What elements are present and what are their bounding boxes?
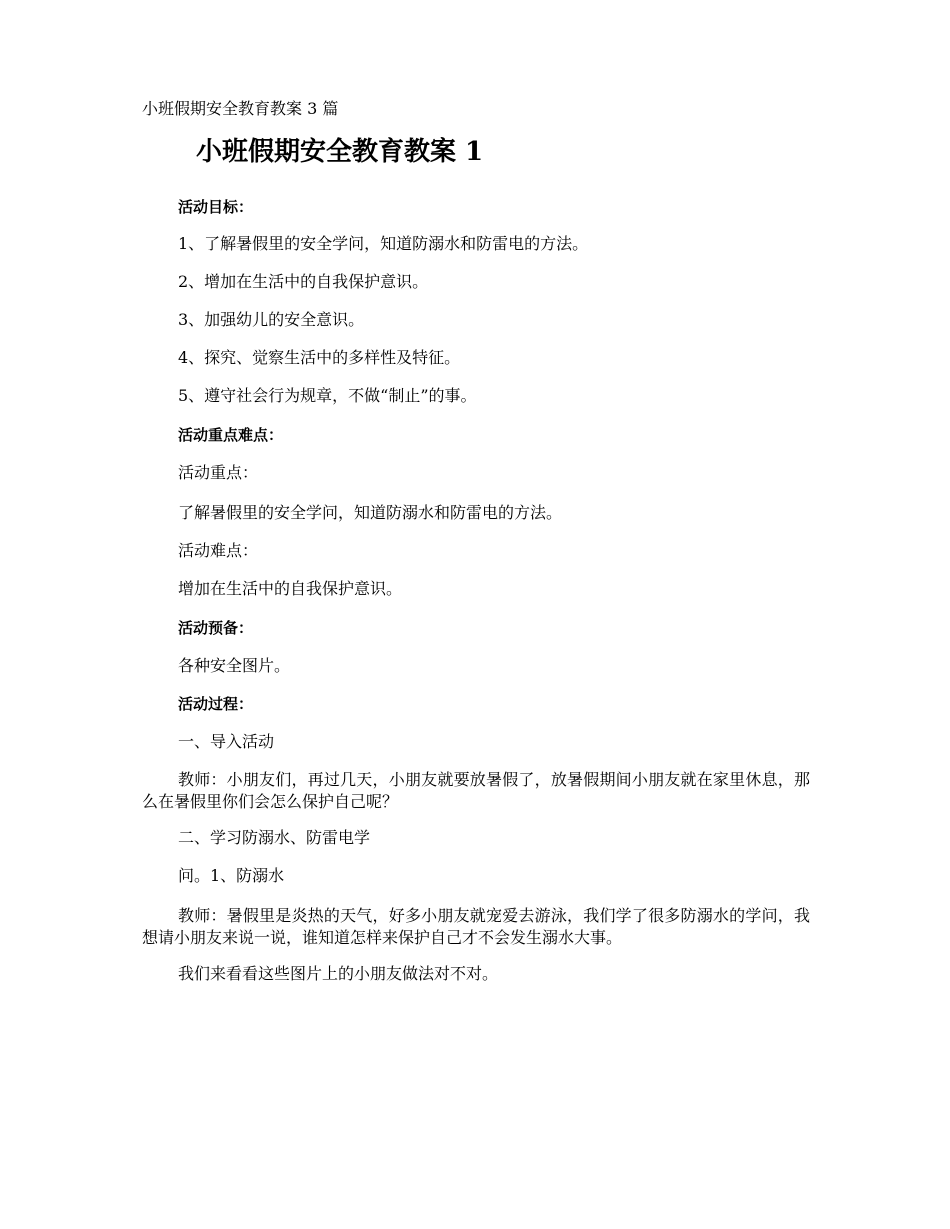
process-step1-title: 一、导入活动 bbox=[178, 732, 275, 751]
preparation-text: 各种安全图片。 bbox=[178, 656, 291, 675]
key-point-text: 了解暑假里的安全学问，知道防溺水和防雷电的方法。 bbox=[178, 503, 563, 522]
goal-item-2: 2、增加在生活中的自我保护意识。 bbox=[178, 272, 429, 291]
process-step1-text: 教师：小朋友们，再过几天，小朋友就要放暑假了，放暑假期间小朋友就在家里休息，那么在暑假里你们会怎么保护自己呢？ bbox=[142, 770, 810, 811]
process-step2-followup: 我们来看看这些图片上的小朋友做法对不对。 bbox=[178, 964, 499, 983]
goal-item-4: 4、探究、觉察生活中的多样性及特征。 bbox=[178, 348, 461, 367]
process-step2-title: 二、学习防溺水、防雷电学 bbox=[178, 828, 371, 847]
goal-item-1: 1、了解暑假里的安全学问，知道防溺水和防雷电的方法。 bbox=[178, 234, 589, 253]
key-point-label: 活动重点： bbox=[178, 463, 259, 482]
document-header: 小班假期安全教育教案 3 篇 bbox=[142, 99, 339, 118]
process-step2-subtitle: 问。1、防溺水 bbox=[178, 866, 285, 885]
difficulty-text: 增加在生活中的自我保护意识。 bbox=[178, 579, 403, 598]
process-step2-text: 教师：暑假里是炎热的天气，好多小朋友就宠爱去游泳，我们学了很多防溺水的学问，我想请小朋友来说一说，谁知道怎样来保护自己才不会发生溺水大事。 bbox=[142, 906, 810, 947]
preparation-heading: 活动预备： bbox=[178, 619, 254, 637]
process-heading: 活动过程： bbox=[178, 695, 254, 713]
goals-heading: 活动目标： bbox=[178, 198, 254, 216]
goal-item-5: 5、遵守社会行为规章，不做“制止”的事。 bbox=[178, 386, 477, 405]
difficulty-label: 活动难点： bbox=[178, 541, 259, 560]
key-points-heading: 活动重点难点： bbox=[178, 426, 284, 444]
lesson-title: 小班假期安全教育教案 1 bbox=[196, 137, 484, 167]
goal-item-3: 3、加强幼儿的安全意识。 bbox=[178, 310, 365, 329]
